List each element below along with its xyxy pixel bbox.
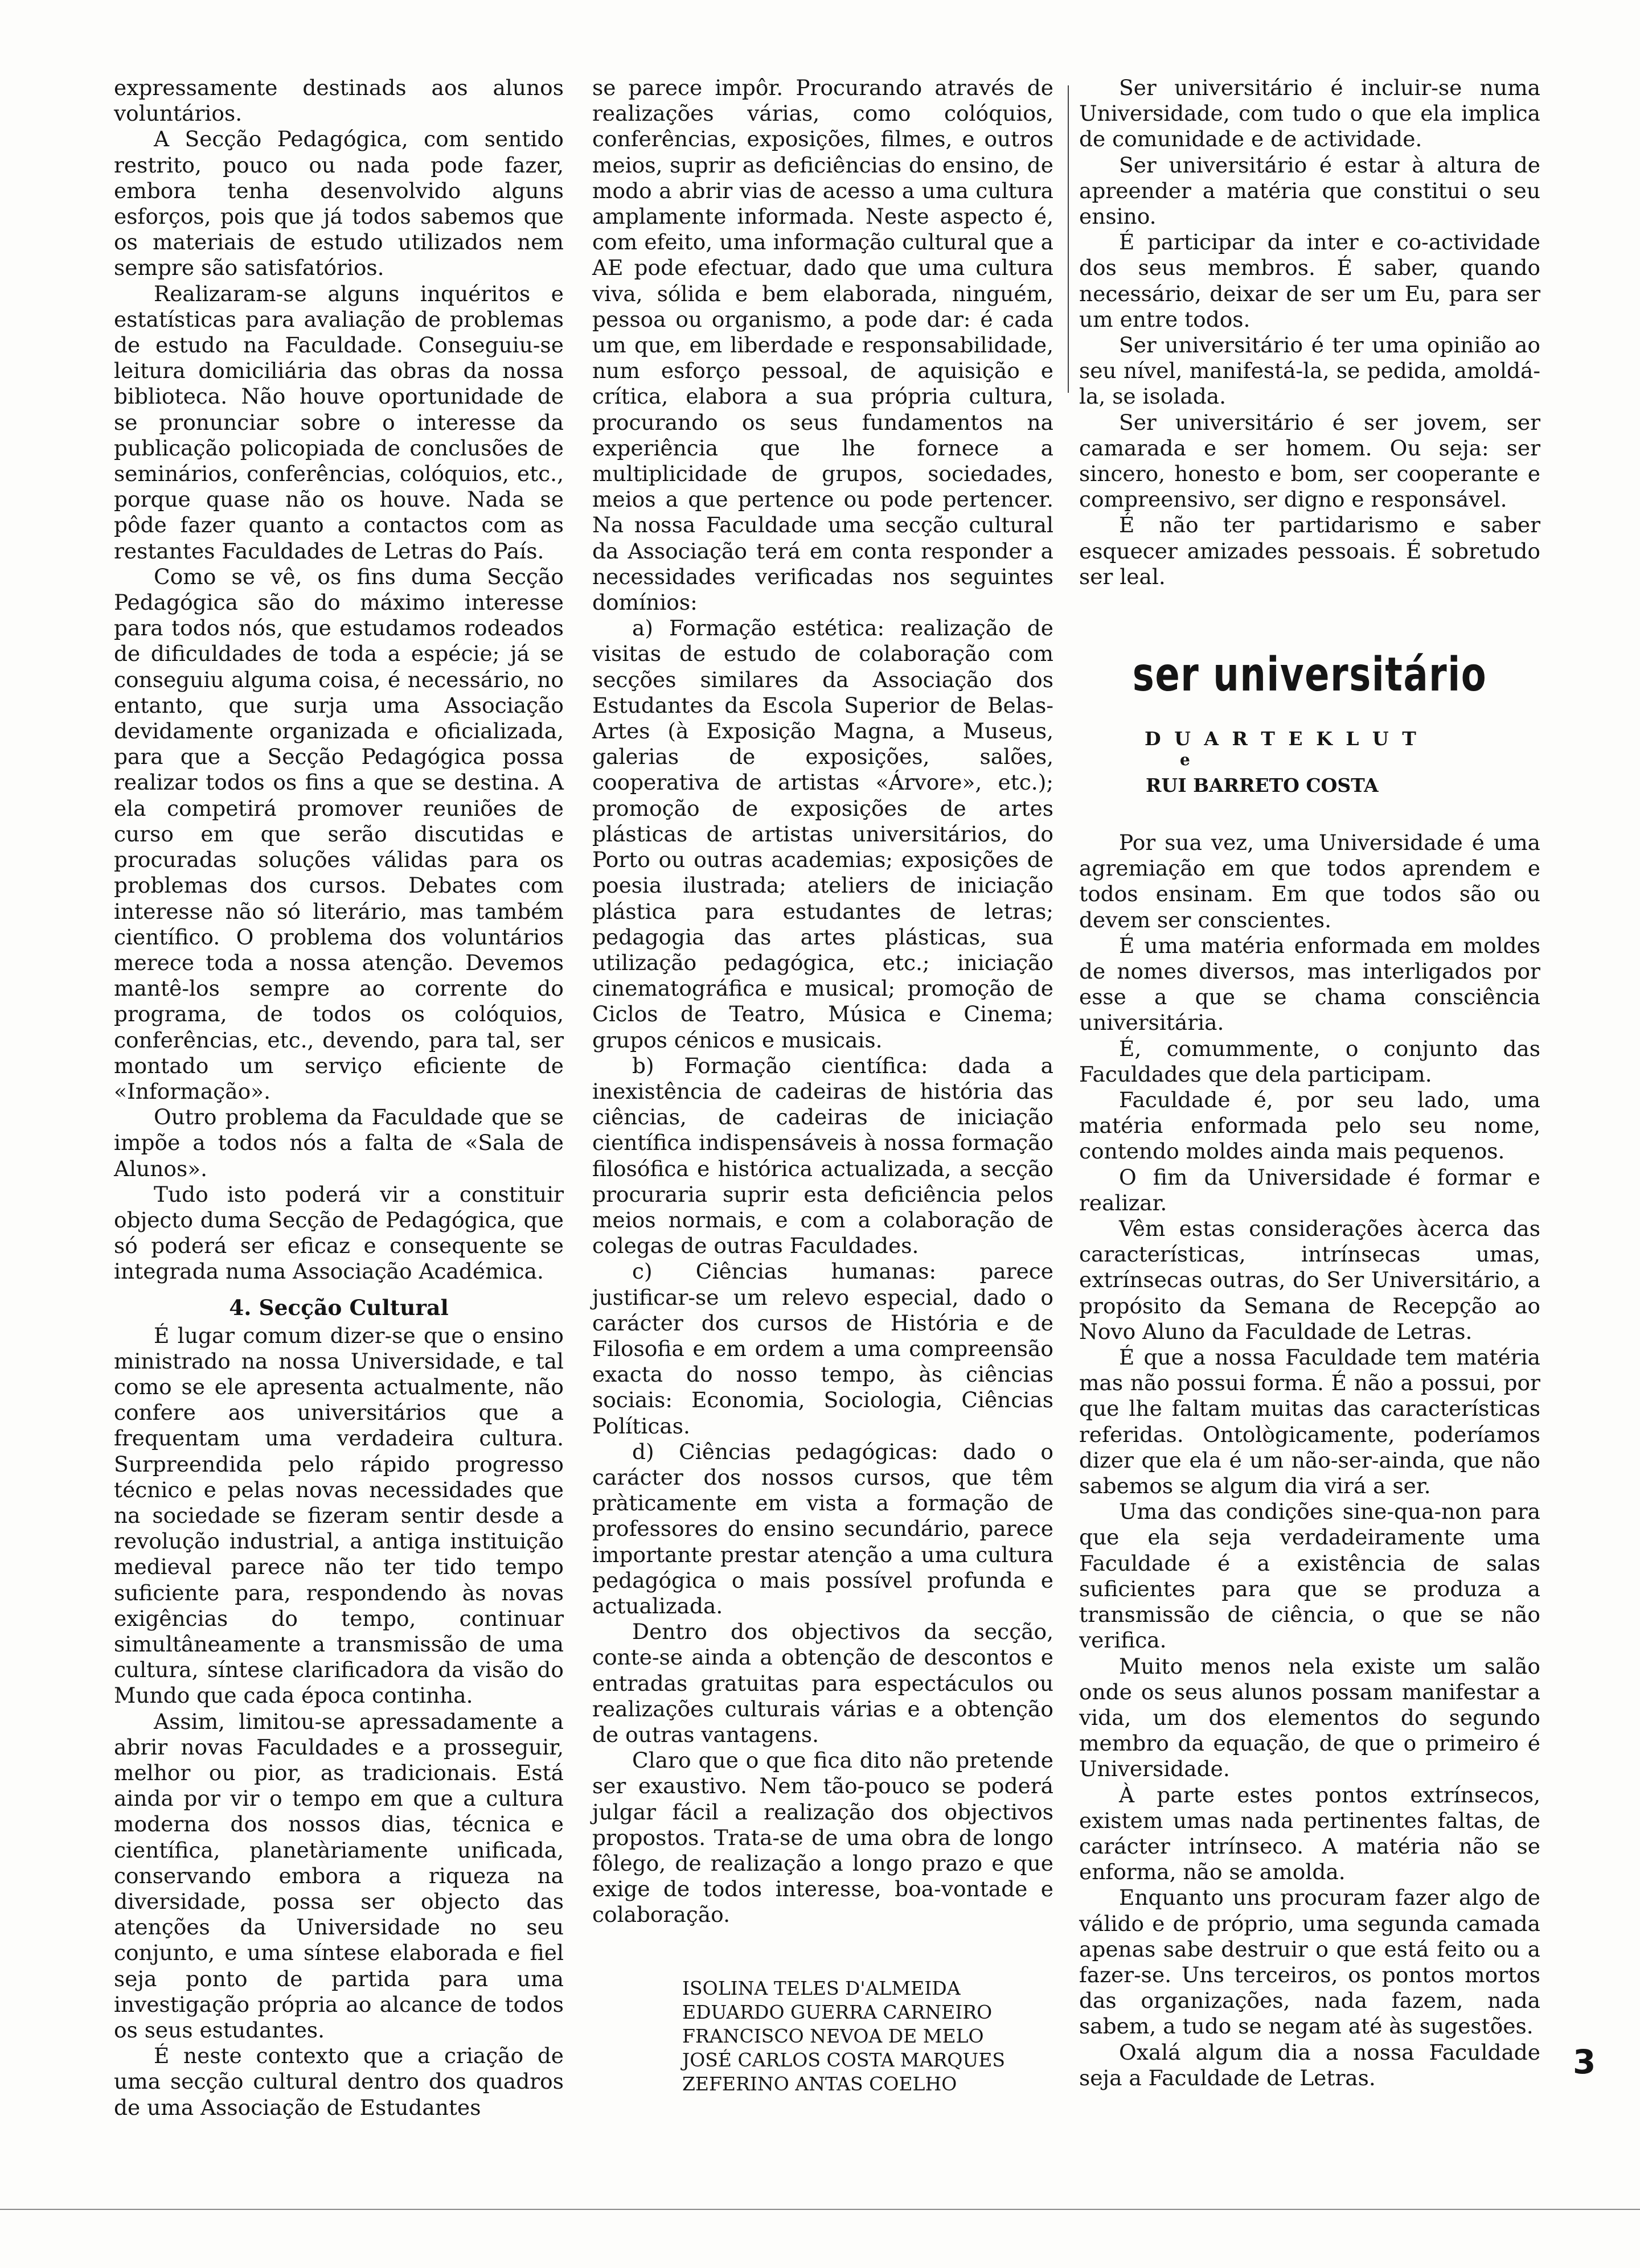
- paragraph: expressamente destinads aos alunos voluntários.: [114, 75, 564, 126]
- paragraph: Assim, limitou-se apressadamente a abrir novas Faculdades e a prosseguir, melhor ou pior, as tradicionais. Está ainda por vir o tempo em que a cultura moderna dos nossos dias, técnica e científica, planetàriamente unificada, conservando embora a riqueza na diversidade, possa ser objecto das atenções da Universidade no seu conjunto, e uma síntese elaborada e fiel seja ponto de partida para uma investigação própria ao alcance de todos os seus estudantes.: [114, 1708, 564, 2043]
- paragraph: Uma das condições sine-qua-non para que ela seja verdadeiramente uma Faculdade é a existência de salas suficientes para que se produza a transmissão de ciência, o que se não verifica.: [1079, 1499, 1540, 1653]
- paragraph: É neste contexto que a criação de uma secção cultural dentro dos quadros de uma Associação de Estudantes: [114, 2043, 564, 2120]
- page-number: 3: [1573, 2043, 1596, 2081]
- paragraph: Oxalá algum dia a nossa Faculdade seja a Faculdade de Letras.: [1079, 2039, 1540, 2090]
- column-3-top: [1079, 75, 1540, 590]
- paragraph: b) Formação científica: dada a inexistência de cadeiras de história das ciências, de cadeiras de iniciação científica indispensáveis à nossa formação filosófica e histórica actualizada, a secção procuraria suprir esta deficiência pelos meios normais, e com a colaboração de colegas de outras Faculdades.: [592, 1053, 1053, 1259]
- paragraph: É não ter partidarismo e saber esquecer amizades pessoais. É sobretudo ser leal.: [1079, 512, 1540, 589]
- paragraph: É que a nossa Faculdade tem matéria mas não possui forma. É não a possui, por que lhe faltam muitas das características referidas. Ontològicamente, poderíamos dizer que ela é um não-ser-ainda, que não sabemos se algum dia virá a ser.: [1079, 1345, 1540, 1499]
- section-heading: 4. Secção Cultural: [229, 1295, 449, 1320]
- column-2: [592, 75, 1053, 1928]
- column-1: [114, 75, 564, 2121]
- paragraph: O fim da Universidade é formar e realizar.: [1079, 1164, 1540, 1215]
- column-3-bottom: [1079, 830, 1540, 2091]
- paragraph: À parte estes pontos extrínsecos, existem umas nada pertinentes faltas, de carácter intrínseco. A matéria não se enforma, não se amolda.: [1079, 1782, 1540, 1885]
- paragraph: Muito menos nela existe um salão onde os seus alunos possam manifestar a vida, um dos elementos do segundo membro da equação, de que o primeiro é Universidade.: [1079, 1653, 1540, 1782]
- signature-4: JOSÉ CARLOS COSTA MARQUES: [682, 2049, 1005, 2071]
- paragraph: se parece impôr. Procurando através de realizações várias, como colóquios, conferências, exposições, filmes, e outros meios, suprir as deficiências do ensino, de modo a abrir vias de acesso a uma cultura amplamente informada. Neste aspecto é, com efeito, uma informação cultural que a AE pode efectuar, dado que uma cultura viva, sólida e bem elaborada, ninguém, pessoa ou organismo, a pode dar: é cada um que, em liberdade e responsabilidade, num esforço pessoal, de aquisição e crítica, elabora a sua própria cultura, procurando os seus fundamentos na experiência que lhe fornece a multiplicidade de grupos, sociedades, meios a que pertence ou pode pertencer. Na nossa Faculdade uma secção cultural da Associação terá em conta responder a necessidades verificadas nos seguintes domínios:: [592, 75, 1053, 615]
- paragraph: Por sua vez, uma Universidade é uma agremiação em que todos aprendem e todos ensinam. Em que todos são ou devem ser conscientes.: [1079, 830, 1540, 932]
- paragraph: a) Formação estética: realização de visitas de estudo de colaboração com secções similares da Associação dos Estudantes da Escola Superior de Belas-Artes (à Exposição Magna, a Museus, galerias de exposições, salões, cooperativa de artistas «Árvore», etc.); promoção de exposições de artes plásticas de artistas universitários, do Porto ou outras academias; exposições de poesia ilustrada; ateliers de iniciação plástica para estudantes de letras; pedagogia das artes plásticas, sua utilização pedagógica, etc.; iniciação cinematográfica e musical; promoção de Ciclos de Teatro, Música e Cinema; grupos cénicos e musicais.: [592, 615, 1053, 1053]
- author-conjunction: e: [1180, 750, 1190, 769]
- paragraph: Tudo isto poderá vir a constituir objecto duma Secção de Pedagógica, que só poderá ser eficaz e consequente se integrada numa Associação Académica.: [114, 1181, 564, 1284]
- signature-3: FRANCISCO NEVOA DE MELO: [682, 2025, 984, 2047]
- paragraph: Ser universitário é ser jovem, ser camarada e ser homem. Ou seja: ser sincero, honesto e bom, ser cooperante e compreensivo, ser digno e responsável.: [1079, 409, 1540, 512]
- paragraph: Realizaram-se alguns inquéritos e estatísticas para avaliação de problemas de estudo na Faculdade. Conseguiu-se leitura domiciliária das obras da nossa biblioteca. Não houve oportunidade de se pronunciar sobre o interesse da publicação policopiada de conclusões de seminários, conferências, colóquios, etc., porque quase não os houve. Nada se pôde fazer quanto a contactos com as restantes Faculdades de Letras do País.: [114, 281, 564, 564]
- paragraph: Enquanto uns procuram fazer algo de válido e de próprio, uma segunda camada apenas sabe destruir o que está feito ou a fazer-se. Uns terceiros, os pontos mortos das organizações, nada fazem, nada sabem, a tudo se negam até às sugestões.: [1079, 1885, 1540, 2039]
- article-title: ser universitário: [1132, 648, 1487, 702]
- signature-1: ISOLINA TELES D'ALMEIDA: [682, 1977, 961, 1999]
- paragraph: É uma matéria enformada em moldes de nomes diversos, mas interligados por esse a que se chama consciência universitária.: [1079, 932, 1540, 1036]
- column-rule: [1068, 85, 1069, 393]
- paragraph: A Secção Pedagógica, com sentido restrito, pouco ou nada pode fazer, embora tenha desenvolvido alguns esforços, pois que já todos sabemos que os materiais de estudo utilizados nem sempre são satisfatórios.: [114, 126, 564, 281]
- paragraph: É, comummente, o conjunto das Faculdades que dela participam.: [1079, 1036, 1540, 1087]
- paragraph: É lugar comum dizer-se que o ensino ministrado na nossa Universidade, e tal como se ele apresenta actualmente, não confere aos universitários que a frequentam uma verdadeira cultura. Surpreendida pelo rápido progresso técnico e pelas novas necessidades que na sociedade se fizeram sentir desde a revolução industrial, a antiga instituição medieval parece não ter tido tempo suficiente para, respondendo às novas exigências do tempo, continuar simultâneamente a transmissão de uma cultura, síntese clarificadora da visão do Mundo que cada época continha.: [114, 1322, 564, 1708]
- paragraph: Dentro dos objectivos da secção, conte-se ainda a obtenção de descontos e entradas gratuitas para espectáculos ou realizações culturais várias e a obtenção de outras vantagens.: [592, 1619, 1053, 1747]
- paragraph: Faculdade é, por seu lado, uma matéria enformada pelo seu nome, contendo moldes ainda mais pequenos.: [1079, 1087, 1540, 1164]
- paragraph: Ser universitário é estar à altura de apreender a matéria que constitui o seu ensino.: [1079, 152, 1540, 229]
- author-1: D U A R T E K L U T: [1145, 728, 1420, 750]
- paragraph: É participar da inter e co-actividade dos seus membros. É saber, quando necessário, deixar de ser um Eu, para ser um entre todos.: [1079, 229, 1540, 332]
- paragraph: c) Ciências humanas: parece justificar-se um relevo especial, dado o carácter dos cursos de História e de Filosofia e em ordem a uma compreensão exacta do nosso tempo, às ciências sociais: Economia, Sociologia, Ciências Políticas.: [592, 1259, 1053, 1439]
- paragraph: d) Ciências pedagógicas: dado o carácter dos nossos cursos, que têm pràticamente em vista a formação de professores do ensino secundário, parece importante prestar atenção a uma cultura pedagógica o mais possível profunda e actualizada.: [592, 1439, 1053, 1618]
- paragraph: Ser universitário é incluir-se numa Universidade, com tudo o que ela implica de comunidade e de actividade.: [1079, 75, 1540, 152]
- signatures: [682, 1977, 1005, 2096]
- signature-2: EDUARDO GUERRA CARNEIRO: [682, 2001, 993, 2023]
- paragraph: Outro problema da Faculdade que se impõe a todos nós a falta de «Sala de Alunos».: [114, 1104, 564, 1181]
- author-2: RUI BARRETO COSTA: [1146, 774, 1379, 796]
- paragraph: Ser universitário é ter uma opinião ao seu nível, manifestá-la, se pedida, amoldá-la, se isolada.: [1079, 332, 1540, 409]
- paragraph: Vêm estas considerações àcerca das características, intrínsecas umas, extrínsecas outras, do Ser Universitário, a propósito da Semana de Recepção ao Novo Aluno da Faculdade de Letras.: [1079, 1216, 1540, 1344]
- signature-5: ZEFERINO ANTAS COELHO: [682, 2073, 957, 2095]
- paragraph: Como se vê, os fins duma Secção Pedagógica são do máximo interesse para todos nós, que estudamos rodeados de dificuldades de toda a espécie; já se conseguiu alguma coisa, é necessário, no entanto, que surja uma Associação devidamente organizada e oficializada, para que a Secção Pedagógica possa realizar todos os fins a que se destina. A ela competirá promover reuniões de curso em que serão discutidas e procuradas soluções válidas para os problemas dos cursos. Debates com interesse não só literário, mas também científico. O problema dos voluntários merece toda a nossa atenção. Devemos mantê-los sempre ao corrente do programa, de todos os colóquios, conferências, etc., devendo, para tal, ser montado um serviço eficiente de «Informação».: [114, 564, 564, 1104]
- paragraph: Claro que o que fica dito não pretende ser exaustivo. Nem tão-pouco se poderá julgar fácil a realização dos objectivos propostos. Trata-se de uma obra de longo fôlego, de realização a longo prazo e que exige de todos interesse, boa-vontade e colaboração.: [592, 1748, 1053, 1928]
- bottom-rule: [0, 2209, 1640, 2210]
